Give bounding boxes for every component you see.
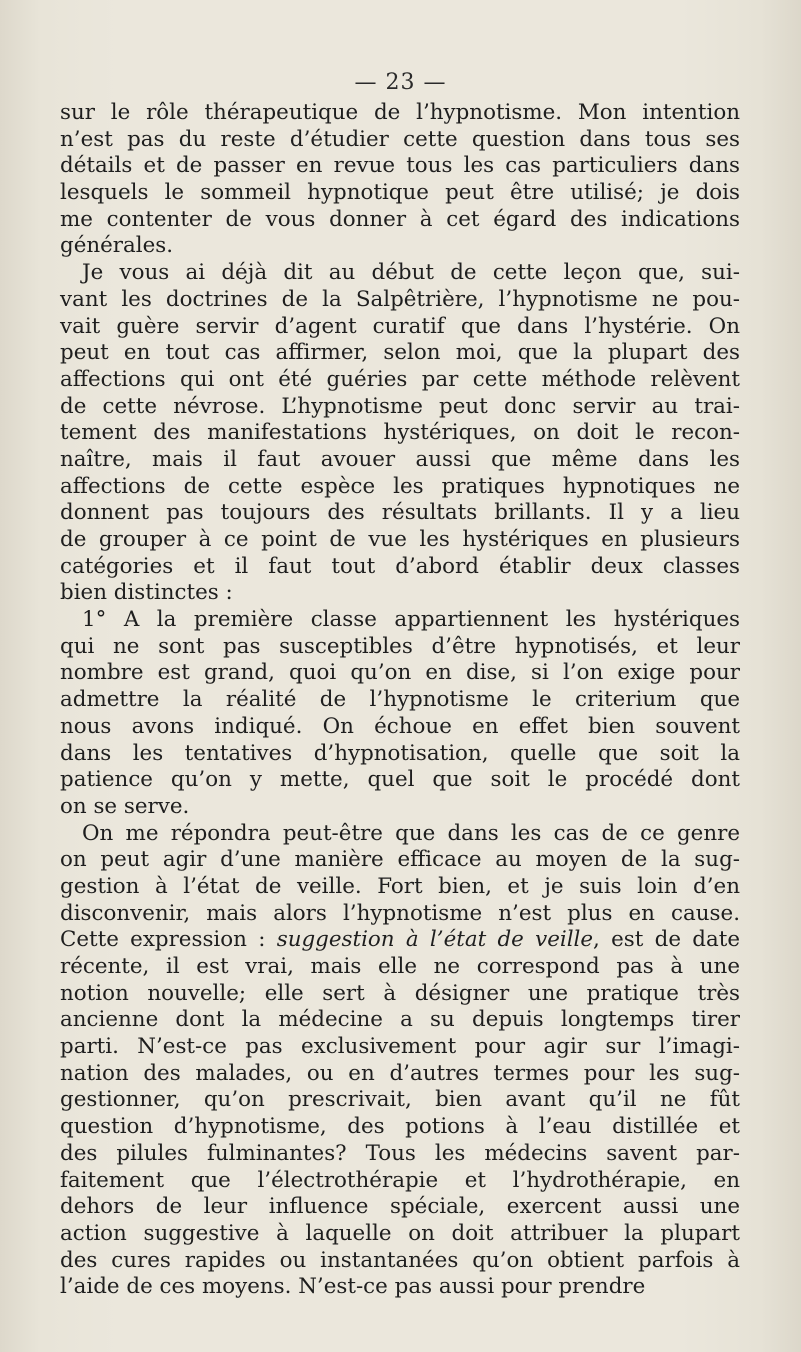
page-number: — 23 — [354,70,447,95]
text-line: qui ne sont pas susceptibles d’être hypnotisés, et leur [60,633,740,659]
text-line: naître, mais il faut avouer aussi que même dans les [60,446,740,472]
text-line: on peut agir d’une manière efficace au moyen de la sug- [60,847,740,873]
italic-text: suggestion à l’état de veille [276,927,594,953]
text-line: question d’hypnotisme, des potions à l’eau distillée et [60,1114,740,1140]
body-text [60,100,740,1301]
text-line: des pilules fulminantes? Tous les médecins savent par- [60,1140,740,1166]
text-line: catégories et il faut tout d’abord établir deux classes [60,553,740,579]
text-line: nous avons indiqué. On échoue en effet bien souvent [60,713,740,739]
text-line: parti. N’est-ce pas exclusivement pour agir sur l’imagi- [60,1034,740,1060]
text-line: des cures rapides ou instantanées qu’on obtient parfois à [60,1247,740,1273]
text-line: de cette névrose. L’hypnotisme peut donc servir au trai- [60,393,740,419]
text-line: dehors de leur influence spéciale, exercent aussi une [60,1194,740,1220]
text-line: affections qui ont été guéries par cette méthode relèvent [60,366,740,392]
text-line: récente, il est vrai, mais elle ne correspond pas à une [60,954,740,979]
text-line: lesquels le sommeil hypnotique peut être utilisé; je dois [60,180,740,206]
text-line: affections de cette espèce les pratiques hypnotiques ne [60,473,740,499]
text-run: , est de date [593,927,741,953]
text-line [60,927,740,954]
text-line: vait guère servir d’agent curatif que dans l’hystérie. On [60,313,740,339]
text-line: Je vous ai déjà dit au début de cette leçon que, sui- [82,260,740,286]
text-line: donnent pas toujours des résultats brillants. Il y a lieu [60,500,740,526]
text-line: faitement que l’électrothérapie et l’hydrothérapie, en [60,1167,740,1193]
text-line: sur le rôle thérapeutique de l’hypnotisme. Mon intention [60,100,740,125]
text-line: on se serve. [60,793,190,819]
text-run: Cette expression : [60,927,277,953]
text-line: me contenter de vous donner à cet égard des indications [60,206,740,232]
text-line: patience qu’on y mette, quel que soit le procédé dont [60,767,740,793]
text-line: vant les doctrines de la Salpêtrière, l’hypnotisme ne pou- [60,286,740,312]
text-line: ancienne dont la médecine a su depuis longtemps tirer [60,1007,740,1033]
text-line: détails et de passer en revue tous les cas particuliers dans [60,153,740,179]
text-line: disconvenir, mais alors l’hypnotisme n’est plus en cause. [60,900,740,926]
text-line: action suggestive à laquelle on doit attribuer la plupart [60,1220,740,1246]
text-line: de grouper à ce point de vue les hystériques en plusieurs [60,527,740,552]
text-line: n’est pas du reste d’étudier cette question dans tous ses [60,126,740,152]
text-line: nation des malades, ou en d’autres termes pour les sug- [60,1060,740,1086]
text-line: générales. [60,233,174,259]
text-line: nombre est grand, quoi qu’on en dise, si l’on exige pour [60,660,740,686]
text-line: l’aide de ces moyens. N’est-ce pas aussi pour prendre [60,1274,646,1300]
text-line: notion nouvelle; elle sert à désigner une pratique très [60,980,740,1006]
text-line: gestion à l’état de veille. Fort bien, et je suis loin d’en [60,873,740,899]
text-line: tement des manifestations hystériques, on doit le recon- [60,420,740,446]
text-line: On me répondra peut-être que dans les cas de ce genre [82,820,740,846]
text-line: bien distinctes : [60,580,233,606]
text-line: dans les tentatives d’hypnotisation, quelle que soit la [60,740,740,766]
text-line: peut en tout cas affirmer, selon moi, que la plupart des [60,340,740,366]
text-line: 1° A la première classe appartiennent les hystériques [82,607,740,633]
text-line: gestionner, qu’on prescrivait, bien avant qu’il ne fût [60,1087,740,1113]
text-line: admettre la réalité de l’hypnotisme le criterium que [60,687,740,713]
